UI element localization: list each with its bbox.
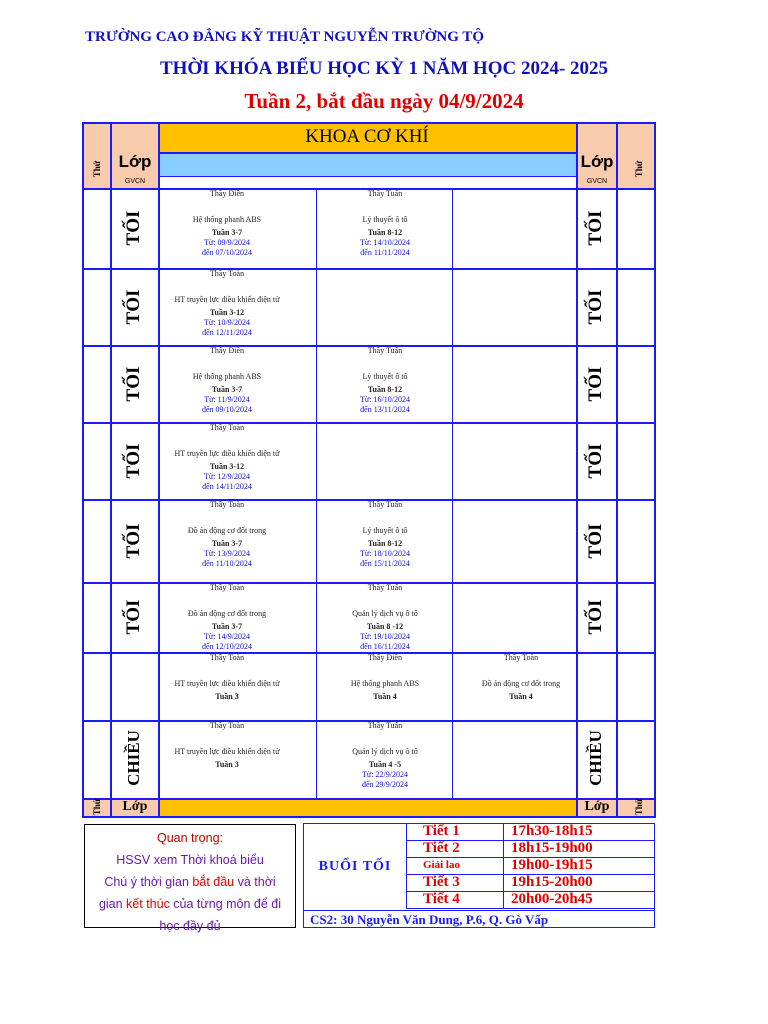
- entry-subject: HT truyền lực điều khiển điện tử: [174, 295, 280, 304]
- entry-weeks: Tuần 8-12: [367, 228, 403, 237]
- session-label-right: TỐI: [585, 366, 606, 401]
- timetable-grid: [82, 122, 656, 818]
- entry-subject: Đồ án động cơ đốt trong: [481, 679, 561, 688]
- entry-weeks: Tuần 4: [509, 692, 533, 701]
- entry-subject: HT truyền lực điều khiển điện tử: [174, 449, 280, 458]
- evening-schedule-box: [303, 823, 655, 928]
- entry-weeks: Tuần 8 -12: [366, 622, 404, 631]
- note-line-1: HSSV xem Thời khoá biểu: [116, 853, 264, 867]
- thu-header: Thứ: [634, 160, 644, 178]
- class-entry: [160, 721, 294, 770]
- entry-date-from: Từ: 19/10/2024: [360, 632, 410, 641]
- session-label-left: TỐI: [123, 599, 144, 635]
- important-note: [84, 824, 296, 933]
- entry-date-from: Từ: 14/10/2024: [360, 238, 410, 247]
- grid-line-vertical: [576, 122, 578, 818]
- session-label-right: TỐI: [585, 289, 606, 324]
- session-label-left: TỐI: [123, 523, 144, 558]
- entry-date-to: đến 13/11/2024: [360, 405, 410, 414]
- entry-subject: Đồ án động cơ đốt trong: [187, 526, 267, 535]
- session-label-right: TỐI: [585, 443, 606, 478]
- page-title: THỜI KHÓA BIỂU HỌC KỲ 1 NĂM HỌC 2024- 2025: [159, 58, 609, 79]
- class-entry: [160, 500, 294, 569]
- entry-teacher: Thầy Tuấn: [367, 721, 403, 730]
- thu-footer: Thứ: [634, 798, 644, 816]
- entry-weeks: Tuần 8-12: [367, 539, 403, 548]
- class-entry: [160, 346, 294, 415]
- session-label: BUỔI TỐI: [318, 859, 392, 874]
- slot-name: Tiết 4: [423, 891, 460, 907]
- entry-date-to: đến 15/11/2024: [360, 559, 410, 568]
- class-entry: [160, 269, 294, 338]
- entry-date-to: đến 11/11/2024: [360, 248, 410, 257]
- slot-name: Tiết 2: [423, 840, 460, 856]
- grid-line-vertical: [616, 122, 618, 818]
- entry-weeks: Tuần 3-7: [211, 385, 243, 394]
- entry-date-from: Từ: 14/9/2024: [204, 632, 250, 641]
- grid-line-vertical: [82, 122, 84, 818]
- thu-header: Thứ: [92, 160, 102, 178]
- entry-teacher: Thầy Toàn: [209, 269, 245, 278]
- grid-line-vertical: [110, 122, 112, 818]
- session-label-left: CHIỀU: [124, 730, 143, 786]
- entry-subject: Quản lý dịch vụ ô tô: [352, 609, 418, 618]
- entry-teacher: Thầy Điền: [368, 653, 402, 662]
- entry-date-from: Từ: 12/9/2024: [204, 472, 250, 481]
- class-entry: [160, 189, 294, 258]
- department-title: KHOA CƠ KHÍ: [305, 126, 429, 147]
- entry-teacher: Thầy Toàn: [209, 653, 245, 662]
- entry-teacher: Thầy Toàn: [209, 500, 245, 509]
- session-label-left: TỐI: [123, 443, 144, 478]
- grid-line-vertical: [654, 122, 656, 818]
- entry-teacher: Thầy Toàn: [209, 721, 245, 730]
- entry-date-to: đến 11/10/2024: [202, 559, 252, 568]
- slot-time: 19h15-20h00: [511, 874, 593, 890]
- entry-date-to: đến 12/11/2024: [202, 328, 252, 337]
- slot-row: [406, 875, 654, 892]
- entry-subject: Hệ thống phanh ABS: [192, 215, 262, 224]
- entry-date-to: đến 12/10/2024: [202, 642, 252, 651]
- entry-date-to: đến 29/9/2024: [362, 780, 408, 789]
- grid-line-horizontal: [82, 816, 656, 818]
- entry-teacher: Thầy Điền: [210, 346, 244, 355]
- entry-subject: Hệ thống phanh ABS: [192, 372, 262, 381]
- grid-line-horizontal: [158, 152, 576, 154]
- entry-date-to: đến 16/11/2024: [360, 642, 410, 651]
- slot-time: 17h30-18h15: [511, 823, 593, 839]
- entry-date-from: Từ: 11/9/2024: [204, 395, 250, 404]
- school-name: TRƯỜNG CAO ĐẲNG KỸ THUẬT NGUYỄN TRƯỜNG TỘ: [85, 29, 485, 45]
- gvcn-header: GVCN: [586, 178, 608, 185]
- slot-name: Tiết 1: [423, 823, 460, 839]
- entry-weeks: Tuần 4 -5: [368, 760, 402, 769]
- entry-date-to: đến 09/10/2024: [202, 405, 252, 414]
- class-entry: [160, 583, 294, 652]
- lop-header: Lớp: [580, 152, 614, 171]
- entry-subject: Lý thuyết ô tô: [362, 372, 408, 381]
- entry-teacher: Thầy Tuấn: [367, 189, 403, 198]
- entry-subject: Hệ thống phanh ABS: [350, 679, 420, 688]
- slot-name: Tiết 3: [423, 874, 460, 890]
- entry-weeks: Tuần 3-12: [209, 308, 245, 317]
- thu-footer: Thứ: [92, 798, 102, 816]
- entry-date-to: đến 14/11/2024: [202, 482, 252, 491]
- grid-line-horizontal: [158, 176, 576, 177]
- entry-teacher: Thầy Toàn: [209, 583, 245, 592]
- class-entry: [318, 189, 452, 258]
- entry-weeks: Tuần 3: [215, 760, 239, 769]
- entry-weeks: Tuần 3-7: [211, 228, 243, 237]
- note-line-2: Chú ý thời gian bắt đầu và thời: [104, 875, 276, 889]
- entry-date-from: Từ: 18/10/2024: [360, 549, 410, 558]
- entry-subject: Lý thuyết ô tô: [362, 215, 408, 224]
- lop-footer: Lớp: [584, 799, 610, 814]
- entry-date-from: Từ: 16/10/2024: [360, 395, 410, 404]
- campus-address: CS2: 30 Nguyễn Văn Dung, P.6, Q. Gò Vấp: [304, 910, 654, 927]
- entry-teacher: Thầy Tuấn: [367, 346, 403, 355]
- class-entry: [318, 500, 452, 569]
- class-entry: [318, 346, 452, 415]
- entry-subject: HT truyền lực điều khiển điện tử: [174, 747, 280, 756]
- slot-row: [406, 858, 654, 875]
- entry-weeks: Tuần 3-7: [211, 539, 243, 548]
- entry-weeks: Tuần 3-12: [209, 462, 245, 471]
- lop-footer: Lớp: [122, 799, 148, 814]
- class-entry: [160, 653, 294, 702]
- entry-teacher: Thầy Điền: [210, 189, 244, 198]
- slot-row: [406, 824, 654, 841]
- session-label-right: TỐI: [585, 210, 606, 246]
- footer-mid-bg: [158, 798, 576, 818]
- class-entry: [454, 653, 588, 702]
- slot-row: [406, 841, 654, 858]
- lop-header: Lớp: [118, 152, 152, 171]
- grid-line-vertical: [316, 188, 317, 798]
- class-row-bg: [158, 152, 576, 176]
- note-line-3: gian kết thúc của từng môn để đi: [98, 897, 282, 911]
- entry-teacher: Thầy Tuấn: [367, 500, 403, 509]
- slot-time: 18h15-19h00: [511, 840, 593, 856]
- entry-subject: Lý thuyết ô tô: [362, 526, 408, 535]
- slot-name: Giải lao: [423, 859, 460, 871]
- grid-line-horizontal: [82, 798, 656, 800]
- class-entry: [160, 423, 294, 492]
- entry-date-to: đến 07/10/2024: [202, 248, 252, 257]
- slot-time: 19h00-19h15: [511, 857, 593, 873]
- slot-time: 20h00-20h45: [511, 891, 593, 907]
- entry-date-from: Từ: 09/9/2024: [204, 238, 250, 247]
- week-subtitle: Tuần 2, bắt đầu ngày 04/9/2024: [244, 89, 524, 113]
- slot-row: [406, 892, 654, 909]
- session-label-right: CHIỀU: [586, 730, 605, 786]
- entry-subject: Đồ án động cơ đốt trong: [187, 609, 267, 618]
- grid-line-vertical: [452, 188, 453, 798]
- session-label-left: TỐI: [123, 210, 144, 246]
- entry-weeks: Tuần 8-12: [367, 385, 403, 394]
- entry-date-from: Từ: 13/9/2024: [204, 549, 250, 558]
- entry-weeks: Tuần 3: [215, 692, 239, 701]
- entry-teacher: Thầy Tuấn: [367, 583, 403, 592]
- session-label-left: TỐI: [123, 366, 144, 401]
- entry-subject: Quản lý dịch vụ ô tô: [352, 747, 418, 756]
- note-line-4: học đầy đủ: [159, 919, 221, 933]
- class-entry: [318, 721, 452, 790]
- note-title: Quan trọng:: [156, 831, 223, 845]
- session-label-right: TỐI: [585, 523, 606, 558]
- entry-teacher: Thầy Toàn: [209, 423, 245, 432]
- entry-date-from: Từ: 10/9/2024: [204, 318, 250, 327]
- entry-subject: HT truyền lực điều khiển điện tử: [174, 679, 280, 688]
- grid-line-horizontal: [82, 122, 656, 124]
- class-entry: [318, 653, 452, 702]
- entry-teacher: Thầy Toàn: [503, 653, 539, 662]
- class-entry: [318, 583, 452, 652]
- entry-date-from: Từ: 22/9/2024: [362, 770, 408, 779]
- session-label-left: TỐI: [123, 289, 144, 324]
- gvcn-header: GVCN: [124, 178, 146, 185]
- entry-weeks: Tuần 3-7: [211, 622, 243, 631]
- session-label-right: TỐI: [585, 599, 606, 635]
- entry-weeks: Tuần 4: [373, 692, 397, 701]
